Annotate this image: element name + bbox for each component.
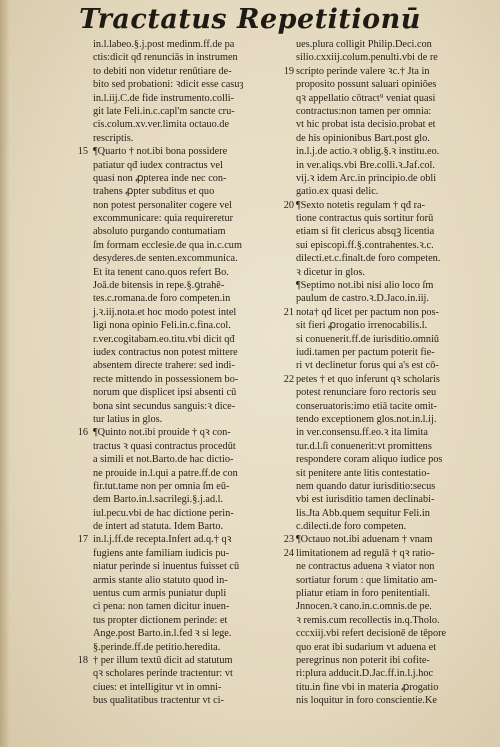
line-text: ꝛ dicetur in glos. bbox=[296, 266, 365, 278]
line-text: git late Feli.in.c.capl'm sancte cru- bbox=[93, 105, 235, 117]
line-text: ¶Sexto notetis regulam † qđ ra- bbox=[296, 199, 426, 211]
line-text: armis stante alio statuto quod in- bbox=[93, 574, 228, 586]
page-edge-shadow bbox=[0, 0, 10, 747]
line-text: ne contractus aduena ꝛ viator non bbox=[296, 561, 435, 573]
line-text: in.l.labeo.§.j.post medinm.ff.de pa bbox=[93, 39, 235, 50]
right-column-line bbox=[296, 426, 482, 439]
right-column-line bbox=[296, 359, 482, 372]
line-text: nis loquitur in foro conscientie.Ke bbox=[296, 695, 437, 707]
line-text: uentus cum armis puniatur dupli bbox=[93, 588, 227, 600]
line-text: excommunicare: quia requireretur bbox=[93, 213, 234, 225]
line-text: non potest personaliter cogere vel bbox=[93, 199, 232, 211]
right-column-line bbox=[296, 641, 482, 654]
right-column-line bbox=[283, 547, 482, 560]
line-text: to debiti non videtur renūtiare de- bbox=[93, 65, 232, 77]
line-text: limitationem ad regulā † qꝛ ratio- bbox=[296, 547, 435, 559]
line-text: petes † et quo inferunt qꝛ scholaris bbox=[296, 373, 440, 385]
line-text: Joā.de bitensis in repe.§.ꝯtrahē- bbox=[93, 280, 225, 292]
line-text: in.l.j.de actio.ꝛ oblig.§.ꝛ institu.eo. bbox=[296, 146, 440, 158]
left-column-line bbox=[93, 681, 263, 694]
line-text: si conuenerit.ff.de iurisditio.omniū bbox=[296, 333, 440, 345]
left-text-column bbox=[77, 38, 263, 708]
line-text: tractus ꝛ quasi contractus procedūt bbox=[93, 440, 236, 452]
marginal-number: 16 bbox=[77, 427, 88, 439]
line-text: ¶Quarto † not.ibi bona possidere bbox=[93, 146, 228, 158]
line-text: paulum de castro.ꝛ.D.Jaco.in.iij. bbox=[296, 293, 429, 305]
line-text: pliatur etiam in foro penitentiali. bbox=[296, 588, 431, 600]
left-column-line bbox=[93, 641, 263, 654]
right-column-line bbox=[296, 614, 482, 627]
left-column-line bbox=[93, 440, 263, 453]
right-column-line bbox=[296, 694, 482, 707]
line-text: a simili et not.Barto.de hac dictio- bbox=[93, 454, 234, 466]
left-column-line bbox=[93, 118, 263, 131]
left-column-line bbox=[93, 239, 263, 252]
line-text: vt hic probat ista decisio.probat et bbox=[296, 119, 436, 131]
line-text: dem Barto.in.l.sacrilegi.§.j.ad.l. bbox=[93, 494, 224, 506]
line-text: potest renunciare foro rectoris seu bbox=[296, 387, 437, 399]
left-column-line bbox=[93, 51, 263, 64]
left-column-line bbox=[93, 346, 263, 359]
line-text: ci pena: non tamen dicitur inuen- bbox=[93, 601, 230, 613]
left-column-line bbox=[93, 225, 263, 238]
right-column-line bbox=[296, 467, 482, 480]
right-column-line bbox=[296, 118, 482, 131]
right-column-line bbox=[296, 78, 482, 91]
right-column-line bbox=[296, 212, 482, 225]
right-column-line bbox=[296, 520, 482, 533]
line-text: Jnnocen.ꝛ cano.in.c.omnis.de pe. bbox=[296, 601, 432, 613]
left-column-line bbox=[93, 467, 263, 480]
right-column-line bbox=[296, 38, 482, 51]
left-column-line bbox=[77, 145, 263, 158]
marginal-number: 23 bbox=[283, 534, 294, 546]
right-column-line bbox=[296, 681, 482, 694]
right-column-line bbox=[296, 292, 482, 305]
line-text: §.perinde.ff.de petitio.heredita. bbox=[93, 641, 221, 653]
left-column-line bbox=[93, 373, 263, 386]
line-text: fugiens ante familiam iudicis pu- bbox=[93, 547, 230, 559]
marginal-number: 18 bbox=[77, 654, 88, 666]
line-text: trahens ꝓpter subditus et quo bbox=[93, 186, 215, 198]
marginal-number: 15 bbox=[77, 146, 88, 158]
right-column-line bbox=[296, 319, 482, 332]
right-column-line bbox=[296, 480, 482, 493]
right-column-line bbox=[296, 132, 482, 145]
left-column-line bbox=[93, 386, 263, 399]
line-text: ſm formam ecclesie.de qua in.c.cum bbox=[93, 239, 242, 251]
line-text: rescriptis. bbox=[93, 132, 134, 144]
line-text: † per illum textū dicit ad statutum bbox=[93, 654, 233, 666]
running-head: Tractatus Repetitionū bbox=[79, 4, 421, 35]
right-column-line bbox=[296, 587, 482, 600]
line-text: quo erat ibi sudarium vt aduena et bbox=[296, 641, 437, 653]
right-column-line bbox=[296, 493, 482, 506]
line-text: de intert ad statuta. Idem Barto. bbox=[93, 521, 224, 533]
line-text: ctis:dicit qđ renunciās in instrumen bbox=[93, 52, 238, 64]
line-text: vbi est iurisditio tamen declinabi- bbox=[296, 494, 435, 506]
line-text: in ver.consensu.ff.eo.ꝛ ita limita bbox=[296, 427, 428, 439]
line-text: bus qualitatibus tractentur vt ci- bbox=[93, 695, 224, 707]
line-text: in.l.iij.C.de fide instrumento.colli- bbox=[93, 92, 234, 104]
left-column-line bbox=[93, 78, 263, 91]
right-column-line bbox=[296, 413, 482, 426]
left-column-line bbox=[93, 480, 263, 493]
line-text: recte mittendo in possessionem bo- bbox=[93, 373, 239, 385]
line-text: ¶Octauo not.ibi aduenam † vnam bbox=[296, 534, 433, 546]
right-column-line bbox=[283, 199, 482, 212]
line-text: bona sint secundus sanguis:ꝛ dice- bbox=[93, 400, 236, 412]
line-text: c.dilecti.de foro competen. bbox=[296, 521, 407, 533]
right-column-line bbox=[296, 346, 482, 359]
marginal-number: 17 bbox=[77, 534, 88, 546]
line-text: patiatur qđ iudex contractus vel bbox=[93, 159, 223, 171]
line-text: titu.in fine vbi in materia ꝓrogatio bbox=[296, 681, 439, 693]
left-column-line bbox=[93, 252, 263, 265]
line-text: fir.tut.tame non per omnia ſm eū- bbox=[93, 480, 230, 492]
left-column-line bbox=[93, 212, 263, 225]
line-text: quasi non ꝓpterea inde nec con- bbox=[93, 172, 227, 184]
line-text: vij.ꝛ idem Arc.in principio.de obli bbox=[296, 172, 437, 184]
right-column-line bbox=[296, 400, 482, 413]
line-text: tus propter dictionem perinde: et bbox=[93, 614, 228, 626]
line-text: silio.cxxiij.colum.penulti.vbi de re bbox=[296, 52, 438, 64]
line-text: cis.colum.xv.ver.limita octauo.de bbox=[93, 119, 230, 131]
left-column-line bbox=[93, 319, 263, 332]
line-text: sit fieri ꝓrogatio irrenocabilis.l. bbox=[296, 320, 428, 332]
right-column-line bbox=[283, 65, 482, 78]
left-column-line bbox=[93, 507, 263, 520]
line-text: tes.c.romana.de foro competen.in bbox=[93, 293, 231, 305]
left-column-line bbox=[77, 426, 263, 439]
right-column-line bbox=[296, 560, 482, 573]
left-column-line bbox=[93, 199, 263, 212]
left-column-line bbox=[93, 132, 263, 145]
right-column-line bbox=[296, 51, 482, 64]
left-column-line bbox=[93, 493, 263, 506]
line-text: ues.plura colligit Philip.Deci.con bbox=[296, 39, 432, 50]
line-text: nem quando datur iurisditio:secus bbox=[296, 480, 436, 492]
left-column-line bbox=[93, 185, 263, 198]
right-column-line bbox=[296, 92, 482, 105]
left-column-line bbox=[93, 520, 263, 533]
left-column-line bbox=[93, 627, 263, 640]
left-column-line bbox=[93, 614, 263, 627]
left-column-line bbox=[77, 654, 263, 667]
line-text: ciues: et intelligitur vt in omni- bbox=[93, 681, 222, 693]
right-column-line bbox=[296, 440, 482, 453]
right-column-line bbox=[283, 373, 482, 386]
line-text: gatio.ex quasi delic. bbox=[296, 186, 379, 198]
left-column-line bbox=[93, 359, 263, 372]
left-column-line bbox=[93, 159, 263, 172]
line-text: ri:plura adducit.D.Jac.ff.in.l.j.hoc bbox=[296, 668, 434, 680]
line-text: j.ꝛ.iij.nota.et hoc modo potest intel bbox=[93, 306, 237, 318]
marginal-number: 24 bbox=[283, 547, 294, 559]
marginal-number: 20 bbox=[283, 199, 294, 211]
line-text: proposito possunt saluari opiniões bbox=[296, 79, 437, 91]
left-column-line bbox=[93, 38, 263, 51]
line-text: absentem directe trahere: sed indi- bbox=[93, 360, 235, 372]
line-text: sui episcopi.ff.§.contrahentes.ꝛ.c. bbox=[296, 239, 434, 251]
left-column-line bbox=[93, 667, 263, 680]
left-column-line bbox=[93, 266, 263, 279]
marginal-number: 19 bbox=[283, 65, 294, 77]
left-column-line bbox=[93, 413, 263, 426]
line-text: tur.d.l.ſi conuenerit:vt promittens bbox=[296, 440, 432, 452]
line-text: in.l.j.ff.de recepta.Infert ad.q.† qꝛ bbox=[93, 534, 232, 546]
left-column-line bbox=[93, 172, 263, 185]
line-text: ¶Septimo not.ibi nisi alio loco ſm bbox=[296, 280, 434, 292]
right-column-line bbox=[296, 159, 482, 172]
right-column-line bbox=[296, 145, 482, 158]
right-column-line bbox=[296, 185, 482, 198]
line-text: conseruatoris:imo etiā tacite omit- bbox=[296, 400, 437, 412]
left-column-line bbox=[93, 587, 263, 600]
left-column-line bbox=[93, 574, 263, 587]
line-text: iul.pecu.vbi de hac dictione perin- bbox=[93, 507, 234, 519]
line-text: ligi nona opinio Feli.in.c.fina.col. bbox=[93, 320, 231, 332]
marginal-number: 21 bbox=[283, 306, 294, 318]
line-text: sit penitere ante litis contestatio- bbox=[296, 467, 430, 479]
left-column-line bbox=[93, 105, 263, 118]
line-text: sortiatur forum : que limitatio am- bbox=[296, 574, 437, 586]
left-column-line bbox=[93, 560, 263, 573]
line-text: etiam si fit clericus absqꝫ licentia bbox=[296, 226, 435, 238]
line-text: Et ita tenent cano.quos refert Bo. bbox=[93, 266, 229, 278]
right-column-line bbox=[296, 225, 482, 238]
line-text: absoluto purgando contumatiam bbox=[93, 226, 226, 238]
line-text: cccxiij.vbi refert decisionē de tēpore bbox=[296, 628, 447, 640]
line-text: ri vt declinetur forus qui a's est cō- bbox=[296, 360, 439, 372]
line-text: de his opinionibus Bart.post glo. bbox=[296, 132, 430, 144]
left-column-line bbox=[93, 333, 263, 346]
line-text: in ver.aliqs.vbi Bre.colli.ꝛ.Jaf.col. bbox=[296, 159, 435, 171]
right-column-line bbox=[296, 266, 482, 279]
line-text: niatur perinde si inuentus fuisset cū bbox=[93, 561, 240, 573]
left-column-line bbox=[93, 306, 263, 319]
line-text: dilecti.et.c.finalt.de foro competen. bbox=[296, 253, 441, 265]
right-column-line bbox=[296, 667, 482, 680]
right-column-line bbox=[296, 600, 482, 613]
line-text: tendo exceptionem glos.not.in.l.ij. bbox=[296, 413, 437, 425]
right-column-line bbox=[283, 533, 482, 546]
line-text: ꝛ remis.cum recollectis in.q.Tholo. bbox=[296, 614, 440, 626]
right-column-line bbox=[296, 453, 482, 466]
right-column-line bbox=[296, 172, 482, 185]
right-column-line bbox=[296, 252, 482, 265]
line-text: bito sed probationi: ꝛdicit esse casuȝ bbox=[93, 79, 244, 91]
right-text-column bbox=[283, 38, 482, 708]
line-text: ¶Quinto not.ibi prouide † qꝛ con- bbox=[93, 427, 231, 439]
left-column-line bbox=[93, 92, 263, 105]
line-text: r.ver.cogitabam.eo.titu.vbi dicit qđ bbox=[93, 333, 235, 345]
right-column-line bbox=[296, 105, 482, 118]
line-text: lis.Jta Abb.quem sequitur Feli.in bbox=[296, 507, 430, 519]
right-column-line bbox=[296, 654, 482, 667]
line-text: desyderes.de senten.excommunica. bbox=[93, 253, 238, 265]
right-column-line bbox=[296, 279, 482, 292]
right-column-line bbox=[296, 239, 482, 252]
line-text: iudex contractus non potest mittere bbox=[93, 346, 238, 358]
right-column-line bbox=[296, 627, 482, 640]
right-column-line bbox=[283, 306, 482, 319]
marginal-number: 22 bbox=[283, 373, 294, 385]
line-text: iudi.tamen per pactum poterit fie- bbox=[296, 346, 435, 358]
line-text: respondere coram aliquo iudice pos bbox=[296, 454, 443, 466]
left-column-line bbox=[93, 400, 263, 413]
line-text: peregrinus non poterit ibi cofite- bbox=[296, 654, 430, 666]
right-column-line bbox=[296, 386, 482, 399]
left-column-line bbox=[93, 600, 263, 613]
right-column-line bbox=[296, 507, 482, 520]
left-column-line bbox=[93, 547, 263, 560]
right-column-line bbox=[296, 333, 482, 346]
right-column-line bbox=[296, 574, 482, 587]
line-text: tur latius in glos. bbox=[93, 413, 163, 425]
line-text: contractus:non tamen per omnia: bbox=[296, 105, 432, 117]
left-column-line bbox=[93, 694, 263, 707]
line-text: qꝛ appellatio cōtract⁹ veniat quasi bbox=[296, 92, 436, 104]
line-text: scripto perinde valere ꝛc.† Jta in bbox=[296, 65, 430, 77]
line-text: nota† qđ licet per pactum non pos- bbox=[296, 306, 439, 318]
line-text: ne prouide in.l.qui a patre.ff.de con bbox=[93, 467, 238, 479]
left-column-line bbox=[93, 279, 263, 292]
line-text: qꝛ scholares perinde tractentur: vt bbox=[93, 668, 233, 680]
line-text: Ange.post Barto.in.l.fed ꝛ si lege. bbox=[93, 628, 232, 640]
line-text: tione contractus quis sortitur forū bbox=[296, 213, 434, 225]
left-column-line bbox=[77, 533, 263, 546]
left-column-line bbox=[93, 453, 263, 466]
line-text: norum que displicet ipsi absenti cū bbox=[93, 387, 237, 399]
left-column-line bbox=[93, 65, 263, 78]
left-column-line bbox=[93, 292, 263, 305]
